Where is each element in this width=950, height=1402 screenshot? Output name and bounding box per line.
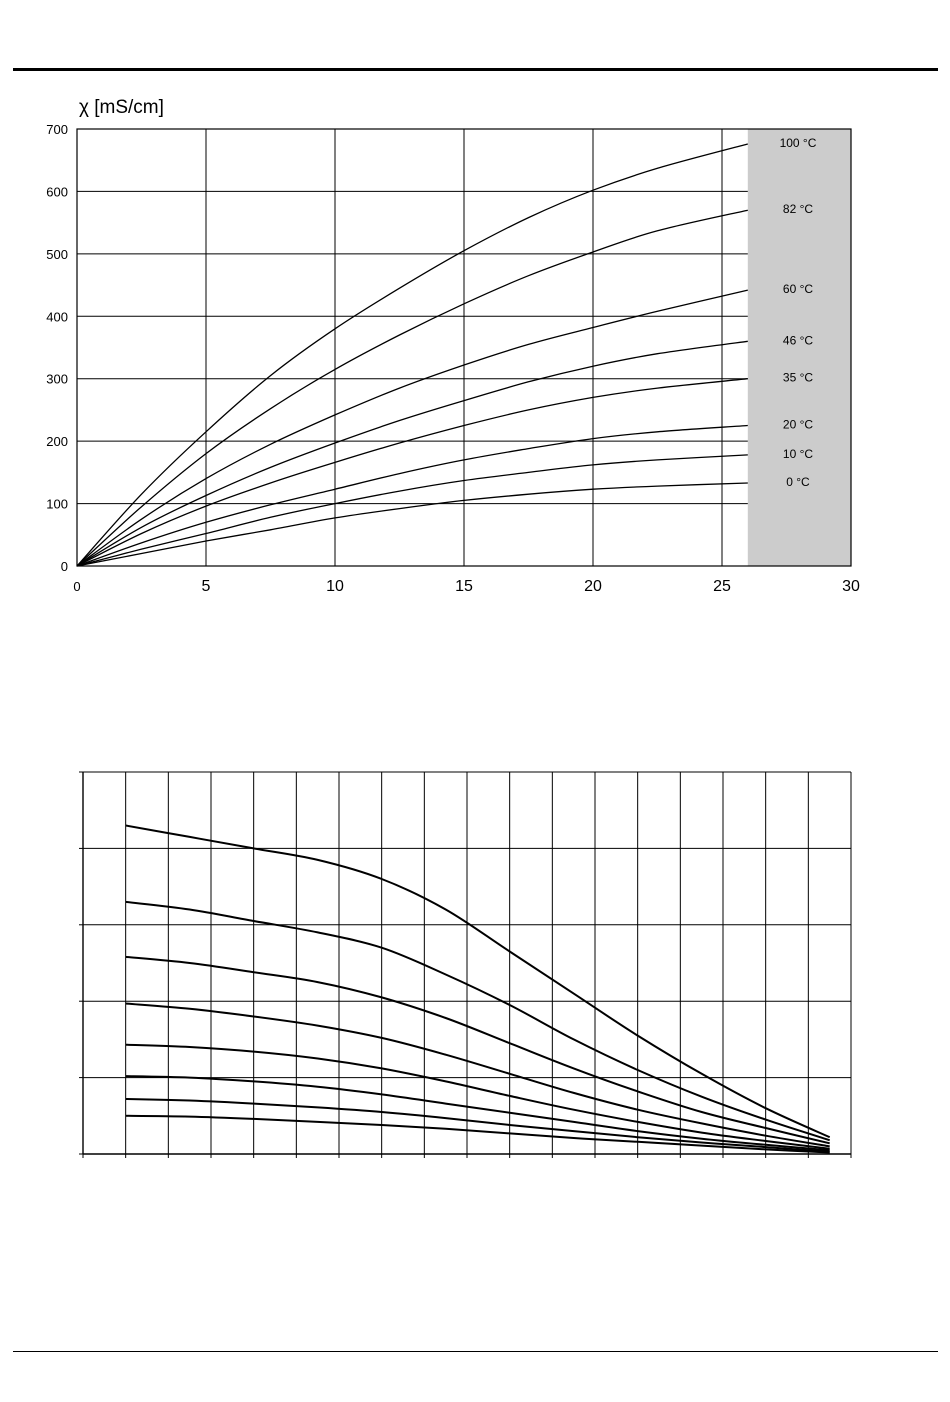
x-tick-label: 15 bbox=[455, 578, 473, 595]
series-label: 60 °C bbox=[782, 282, 814, 297]
footer-rule bbox=[13, 1351, 938, 1352]
series-line bbox=[126, 826, 830, 1138]
x-tick-label: 25 bbox=[713, 578, 731, 595]
series-line bbox=[126, 1004, 830, 1147]
y-tick-label: 100 bbox=[46, 496, 68, 512]
x-tick-label: 30 bbox=[842, 578, 860, 595]
y-tick-label: 500 bbox=[46, 246, 68, 262]
x-tick-label: 0 bbox=[73, 579, 81, 594]
y-tick-label: 400 bbox=[46, 309, 68, 325]
y-tick-label: 600 bbox=[46, 184, 68, 200]
y-axis-label: χ [mS/cm] bbox=[79, 97, 164, 118]
y-tick-label: 700 bbox=[46, 122, 68, 137]
series-label: 35 °C bbox=[782, 370, 814, 385]
series-label: 20 °C bbox=[782, 417, 814, 432]
y-tick-label: 300 bbox=[46, 371, 68, 387]
x-tick-label: 5 bbox=[201, 578, 211, 595]
y-tick-label: 200 bbox=[46, 434, 68, 450]
x-tick-label: 20 bbox=[584, 578, 602, 595]
series-line bbox=[126, 1045, 830, 1149]
series-label: 0 °C bbox=[786, 474, 810, 489]
x-tick-label: 10 bbox=[326, 578, 344, 595]
series-label: 100 °C bbox=[779, 135, 817, 150]
series-label: 82 °C bbox=[782, 202, 814, 217]
series-line bbox=[126, 1099, 830, 1152]
series-line bbox=[126, 902, 830, 1140]
y-tick-label: 0 bbox=[60, 559, 68, 574]
series-label: 10 °C bbox=[782, 446, 814, 461]
series-label: 46 °C bbox=[782, 333, 814, 348]
